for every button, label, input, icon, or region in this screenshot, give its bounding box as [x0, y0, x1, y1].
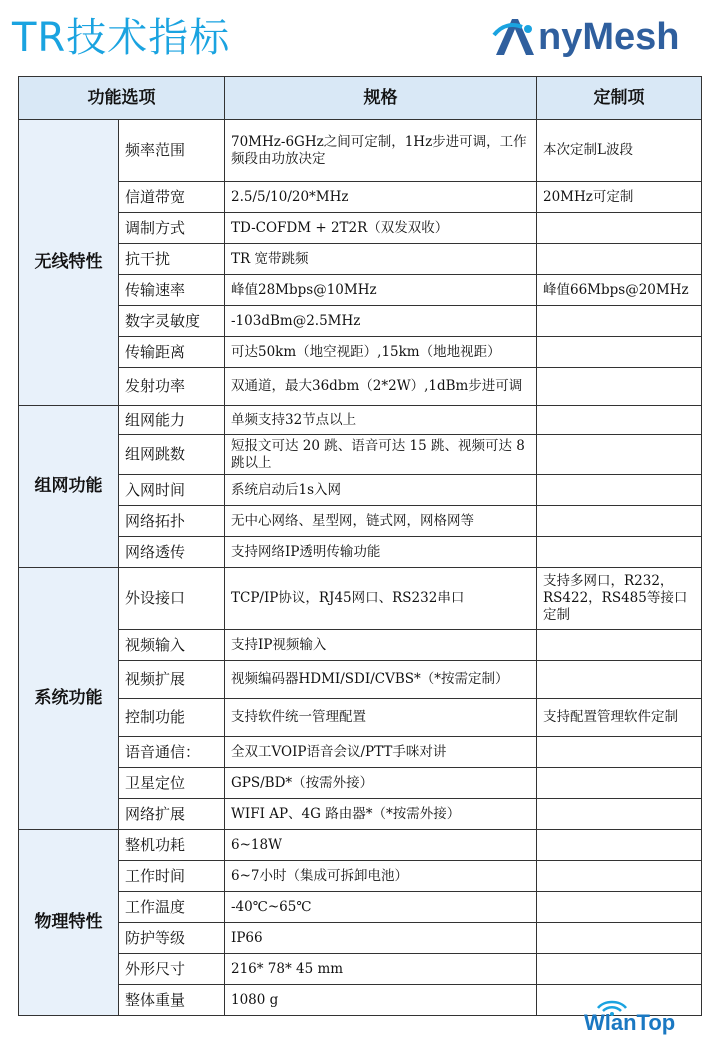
- table-body: [19, 120, 702, 1016]
- spec-cell: GPS/BD*（按需外接）: [225, 768, 537, 799]
- spec-cell: 1080 g: [225, 985, 537, 1016]
- custom-cell: [537, 661, 702, 699]
- custom-cell: [537, 830, 702, 861]
- table-row: [19, 475, 702, 506]
- feature-cell: 工作温度: [119, 892, 225, 923]
- table-row: [19, 799, 702, 830]
- custom-cell: 支持配置管理软件定制: [537, 699, 702, 737]
- feature-cell: 网络拓扑: [119, 506, 225, 537]
- header-feature: 功能选项: [19, 77, 225, 120]
- category-cell: 无线特性: [19, 120, 119, 406]
- wlantop-text: WlanTop: [584, 1010, 676, 1035]
- feature-cell: 发射功率: [119, 368, 225, 406]
- custom-cell: 峰值66Mbps@20MHz: [537, 275, 702, 306]
- category-cell: 系统功能: [19, 568, 119, 830]
- anymesh-logo-text: [538, 16, 679, 59]
- table-header-row: [19, 77, 702, 120]
- feature-cell: 工作时间: [119, 861, 225, 892]
- spec-cell: 6~18W: [225, 830, 537, 861]
- spec-cell: 可达50km（地空视距）,15km（地地视距）: [225, 337, 537, 368]
- custom-cell: [537, 213, 702, 244]
- table-row: [19, 120, 702, 182]
- spec-cell: 系统启动后1s入网: [225, 475, 537, 506]
- spec-cell: WIFI AP、4G 路由器*（*按需外接）: [225, 799, 537, 830]
- table-row: [19, 568, 702, 630]
- table-row: [19, 861, 702, 892]
- feature-cell: 整体重量: [119, 985, 225, 1016]
- feature-cell: 视频扩展: [119, 661, 225, 699]
- table-row: [19, 244, 702, 275]
- custom-cell: [537, 768, 702, 799]
- custom-cell: [537, 406, 702, 435]
- custom-cell: 本次定制L波段: [537, 120, 702, 182]
- feature-cell: 整机功耗: [119, 830, 225, 861]
- custom-cell: [537, 537, 702, 568]
- spec-cell: 6~7小时（集成可拆卸电池）: [225, 861, 537, 892]
- spec-cell: -103dBm@2.5MHz: [225, 306, 537, 337]
- table-row: [19, 537, 702, 568]
- spec-cell: 双通道，最大36dbm（2*2W）,1dBm步进可调: [225, 368, 537, 406]
- custom-cell: [537, 368, 702, 406]
- table-row: [19, 368, 702, 406]
- spec-cell: 2.5/5/10/20*MHz: [225, 182, 537, 213]
- spec-table: [18, 76, 702, 1016]
- anymesh-logo: [492, 12, 679, 62]
- table-row: [19, 182, 702, 213]
- feature-cell: 信道带宽: [119, 182, 225, 213]
- table-row: [19, 506, 702, 537]
- table-row: [19, 630, 702, 661]
- custom-cell: [537, 799, 702, 830]
- feature-cell: 防护等级: [119, 923, 225, 954]
- spec-cell: IP66: [225, 923, 537, 954]
- spec-cell: 无中心网络、星型网，链式网，网格网等: [225, 506, 537, 537]
- custom-cell: [537, 337, 702, 368]
- custom-cell: [537, 861, 702, 892]
- custom-cell: 支持多网口，R232，RS422，RS485等接口定制: [537, 568, 702, 630]
- spec-cell: 视频编码器HDMI/SDI/CVBS*（*按需定制）: [225, 661, 537, 699]
- custom-cell: [537, 506, 702, 537]
- custom-cell: [537, 954, 702, 985]
- table-row: [19, 768, 702, 799]
- custom-cell: [537, 923, 702, 954]
- spec-cell: 单频支持32节点以上: [225, 406, 537, 435]
- custom-cell: 20MHz可定制: [537, 182, 702, 213]
- category-cell: 物理特性: [19, 830, 119, 1016]
- feature-cell: 数字灵敏度: [119, 306, 225, 337]
- spec-cell: 支持IP视频输入: [225, 630, 537, 661]
- table-row: [19, 661, 702, 699]
- feature-cell: 卫星定位: [119, 768, 225, 799]
- table-row: [19, 954, 702, 985]
- table-row: [19, 337, 702, 368]
- header-spec: 规格: [225, 77, 537, 120]
- spec-cell: TCP/IP协议，RJ45网口、RS232串口: [225, 568, 537, 630]
- custom-cell: [537, 244, 702, 275]
- feature-cell: 传输速率: [119, 275, 225, 306]
- custom-cell: [537, 435, 702, 475]
- spec-cell: 70MHz-6GHz之间可定制，1Hz步进可调，工作频段由功放决定: [225, 120, 537, 182]
- feature-cell: 外形尺寸: [119, 954, 225, 985]
- custom-cell: [537, 892, 702, 923]
- spec-cell: 支持网络IP透明传输功能: [225, 537, 537, 568]
- feature-cell: 传输距离: [119, 337, 225, 368]
- feature-cell: 入网时间: [119, 475, 225, 506]
- table-row: [19, 699, 702, 737]
- feature-cell: 网络扩展: [119, 799, 225, 830]
- table-row: [19, 406, 702, 435]
- spec-cell: 短报文可达 20 跳、语音可达 15 跳、视频可达 8 跳以上: [225, 435, 537, 475]
- feature-cell: 频率范围: [119, 120, 225, 182]
- custom-cell: [537, 475, 702, 506]
- custom-cell: [537, 737, 702, 768]
- table-row: [19, 275, 702, 306]
- table-row: [19, 213, 702, 244]
- table-row: [19, 830, 702, 861]
- spec-cell: 216* 78* 45 mm: [225, 954, 537, 985]
- spec-cell: 支持软件统一管理配置: [225, 699, 537, 737]
- feature-cell: 控制功能: [119, 699, 225, 737]
- feature-cell: 视频输入: [119, 630, 225, 661]
- page-title: TR技术指标: [12, 15, 231, 61]
- table-row: [19, 923, 702, 954]
- feature-cell: 组网跳数: [119, 435, 225, 475]
- table-row: [19, 306, 702, 337]
- custom-cell: [537, 630, 702, 661]
- anymesh-logo-icon: [492, 15, 536, 59]
- spec-cell: -40℃~65℃: [225, 892, 537, 923]
- spec-cell: TD-COFDM + 2T2R（双发双收）: [225, 213, 537, 244]
- table-row: [19, 737, 702, 768]
- header-custom: 定制项: [537, 77, 702, 120]
- spec-cell: TR 宽带跳频: [225, 244, 537, 275]
- wlantop-logo: [578, 996, 688, 1036]
- feature-cell: 调制方式: [119, 213, 225, 244]
- spec-cell: 全双工VOIP语音会议/PTT手咪对讲: [225, 737, 537, 768]
- feature-cell: 外设接口: [119, 568, 225, 630]
- table-row: [19, 435, 702, 475]
- feature-cell: 语音通信：: [119, 737, 225, 768]
- spec-cell: 峰值28Mbps@10MHz: [225, 275, 537, 306]
- category-cell: 组网功能: [19, 406, 119, 568]
- table-row: [19, 892, 702, 923]
- feature-cell: 抗干扰: [119, 244, 225, 275]
- feature-cell: 组网能力: [119, 406, 225, 435]
- feature-cell: 网络透传: [119, 537, 225, 568]
- logo-wordmark: nyMesh: [538, 15, 680, 58]
- custom-cell: [537, 306, 702, 337]
